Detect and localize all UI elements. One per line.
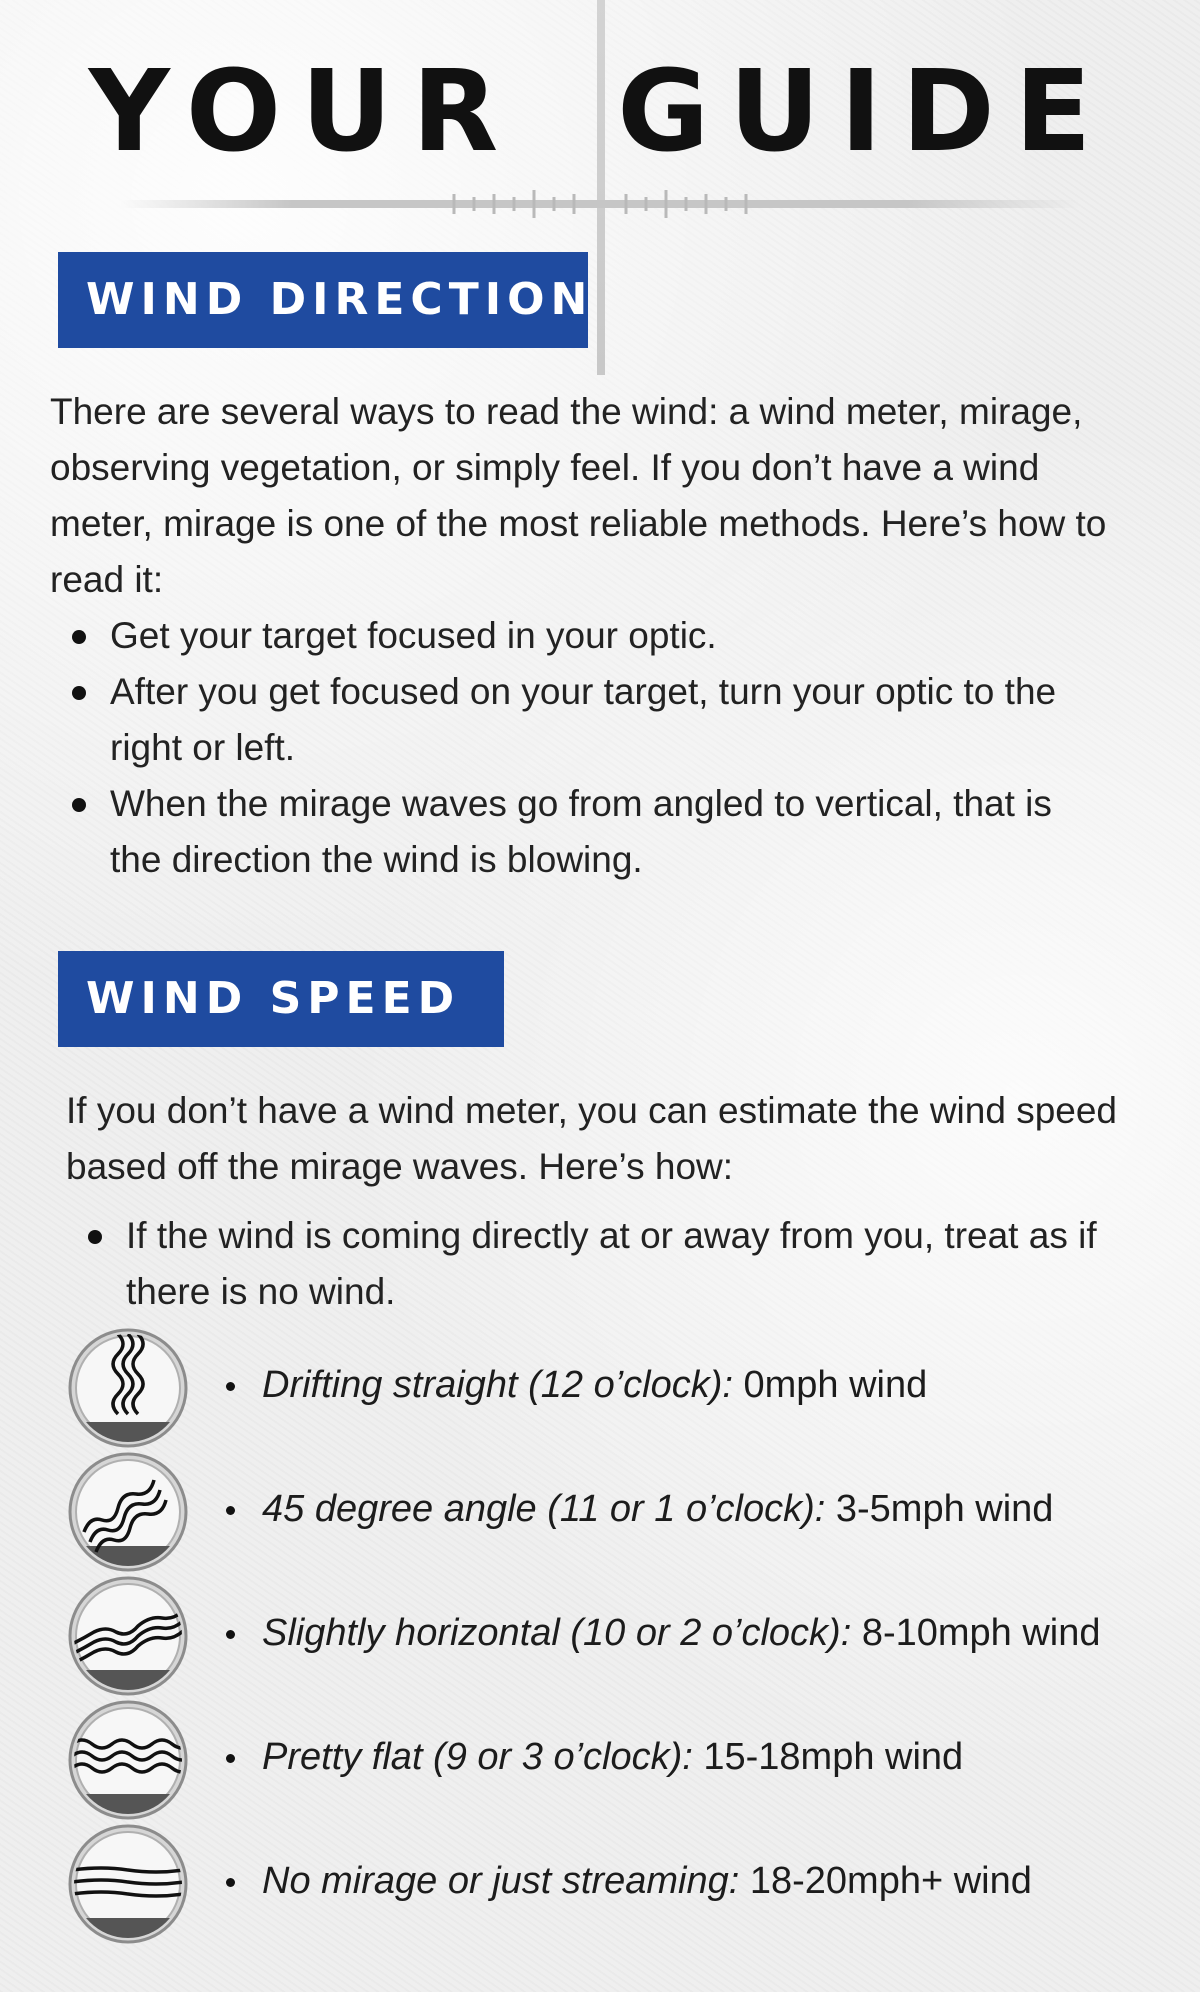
mirage-level-label: Drifting straight (12 o’clock): <box>262 1364 733 1406</box>
mirage-level-row <box>66 1574 1166 1694</box>
wind-direction-steps <box>50 608 1110 888</box>
mirage-level-label: Pretty flat (9 or 3 o’clock): <box>262 1736 693 1778</box>
mirage-level-value: 3-5mph wind <box>825 1488 1054 1530</box>
wind-direction-intro: There are several ways to read the wind: a wind meter, mirage, observing vegetation, or simply feel. If you don’t have a wind meter, mirage is one of the most reliable methods. Here’s how to read it: <box>50 391 1107 600</box>
list-item: Get your target focused in your optic. <box>50 608 1110 664</box>
mirage-level-row <box>66 1698 1166 1818</box>
mirage-level-label: No mirage or just streaming: <box>262 1860 740 1902</box>
mirage-level-text <box>262 1852 1032 1910</box>
streaming-lines-icon <box>66 1822 190 1946</box>
mirage-level-text <box>262 1728 963 1786</box>
bullet-dot <box>226 1382 235 1391</box>
slightly-horizontal-waves-icon <box>66 1574 190 1698</box>
mirage-level-text <box>262 1604 1101 1662</box>
mirage-level-value: 15-18mph wind <box>692 1736 964 1778</box>
bullet-dot <box>226 1754 235 1763</box>
mirage-level-text <box>262 1356 927 1414</box>
mirage-level-label: 45 degree angle (11 or 1 o’clock): <box>262 1488 826 1530</box>
bullet-dot <box>226 1630 235 1639</box>
bullet-dot <box>226 1878 235 1887</box>
flat-waves-icon <box>66 1698 190 1822</box>
mirage-level-value: 18-20mph+ wind <box>739 1860 1032 1902</box>
wind-speed-intro: If you don’t have a wind meter, you can estimate the wind speed based off the mirage waves. Here’s how: <box>66 1090 1118 1187</box>
list-item: If the wind is coming directly at or away from you, treat as if there is no wind. <box>66 1208 1126 1320</box>
scope-reticle-ticks-icon <box>440 186 760 222</box>
mirage-level-row <box>66 1326 1166 1446</box>
bullet-dot <box>226 1506 235 1515</box>
mirage-level-value: 0mph wind <box>732 1364 928 1406</box>
wind-direction-heading: WIND DIRECTION <box>58 252 588 348</box>
list-item: When the mirage waves go from angled to vertical, that is the direction the wind is blowing. <box>50 776 1110 888</box>
mirage-level-label: Slightly horizontal (10 or 2 o’clock): <box>262 1612 852 1654</box>
mirage-level-row <box>66 1822 1166 1942</box>
wind-speed-notes <box>66 1208 1126 1320</box>
vertical-waves-icon <box>66 1326 190 1450</box>
mirage-level-text <box>262 1480 1053 1538</box>
angled-45-waves-icon <box>66 1450 190 1574</box>
list-item: After you get focused on your target, turn your optic to the right or left. <box>50 664 1110 776</box>
mirage-level-row <box>66 1450 1166 1570</box>
wind-speed-heading: WIND SPEED <box>58 951 504 1047</box>
mirage-level-value: 8-10mph wind <box>851 1612 1101 1654</box>
page-title: YOUR GUIDE <box>88 47 1112 177</box>
